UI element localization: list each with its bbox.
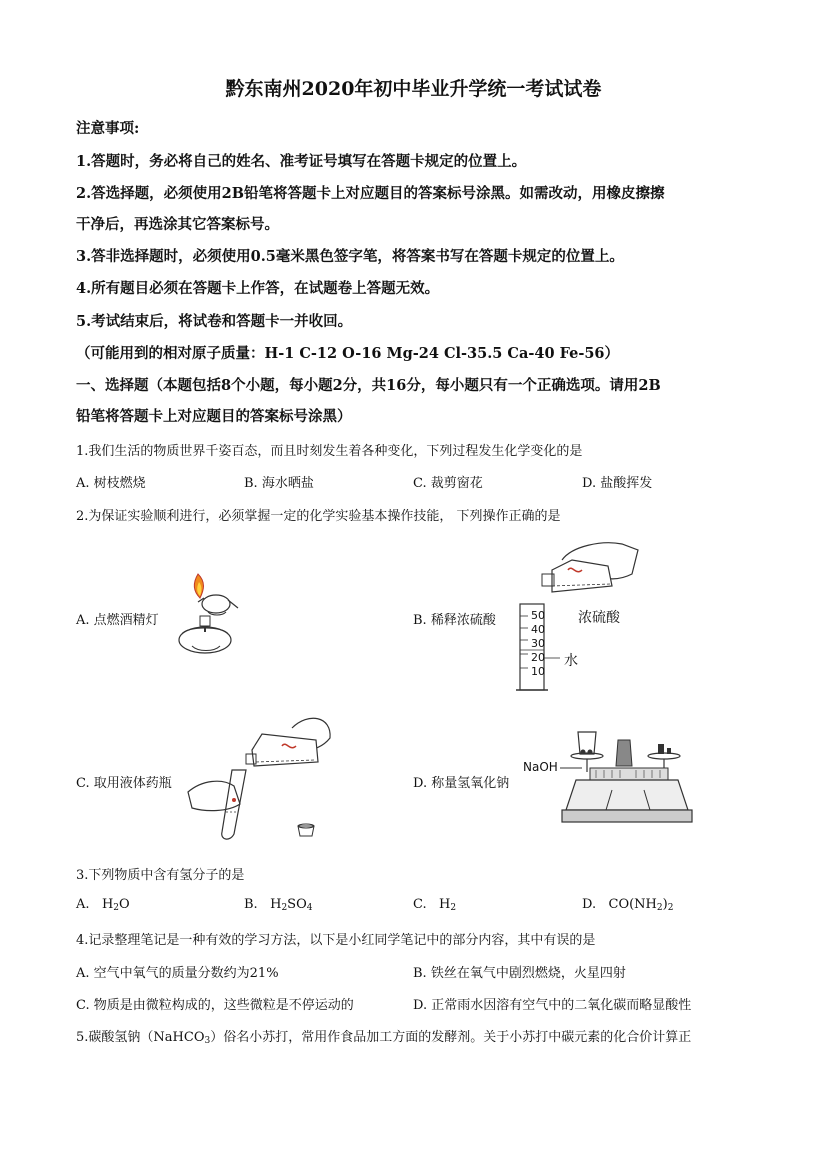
q4-option-d: D. 正常雨水因溶有空气中的二氧化碳而略显酸性 — [413, 998, 692, 1013]
acid-label: 浓硫酸 — [578, 610, 620, 626]
q2-option-a: A. 点燃酒精灯 — [76, 613, 159, 628]
q1-option-b: B. 海水晒盐 — [244, 476, 314, 491]
q3-option-c-formula-1: H — [439, 897, 451, 912]
q3-option-a-sub-1: 2 — [113, 903, 120, 913]
cylinder-tick-30: 30 — [531, 637, 545, 650]
q5-stem — [76, 1026, 691, 1046]
cylinder-tick-40: 40 — [531, 623, 545, 636]
notice-item-1: 1.答题时，务必将自己的姓名、准考证号填写在答题卡规定的位置上。 — [76, 153, 527, 170]
q4-option-a: A. 空气中氧气的质量分数约为21% — [76, 966, 279, 981]
cylinder-tick-20: 20 — [531, 651, 545, 664]
q3-option-b-sub-1: 2 — [281, 903, 288, 913]
q3-option-c-sub-1: 2 — [450, 903, 457, 913]
q3-option-c — [413, 897, 456, 913]
notice-item-3: 3.答非选择题时，必须使用0.5毫米黑色签字笔，将答案书写在答题卡规定的位置上。 — [76, 248, 624, 265]
q3-option-d-formula-1: CO(NH — [608, 897, 657, 912]
q3-option-b-formula-2: SO — [287, 897, 307, 912]
q2-option-c: C. 取用液体药瓶 — [76, 776, 172, 791]
q1-option-c: C. 裁剪窗花 — [413, 476, 483, 491]
q3-option-b-formula-1: H — [270, 897, 282, 912]
q2-option-b: B. 稀释浓硫酸 — [413, 613, 496, 628]
q3-option-d-sub-1: 2 — [656, 903, 663, 913]
q3-option-b-prefix: B. — [244, 897, 258, 912]
q3-option-d-formula-2: ) — [662, 897, 668, 912]
q4-option-b: B. 铁丝在氧气中剧烈燃烧，火星四射 — [413, 966, 626, 981]
q3-option-d-sub-2: 2 — [667, 903, 674, 913]
q4-stem: 4.记录整理笔记是一种有效的学习方法，以下是小红同学笔记中的部分内容，其中有误的是 — [76, 933, 596, 948]
q2-option-d: D. 称量氢氧化钠 — [413, 776, 510, 791]
notice-item-5: 5.考试结束后，将试卷和答题卡一并收回。 — [76, 313, 353, 330]
page-title: 黔东南州2020年初中毕业升学统一考试试卷 — [225, 78, 602, 100]
notice-item-4: 4.所有题目必须在答题卡上作答，在试题卷上答题无效。 — [76, 280, 440, 297]
atomic-masses: （可能用到的相对原子质量：H-1 C-12 O-16 Mg-24 Cl-35.5 Ca-40 Fe-56） — [76, 345, 620, 362]
section1-line2: 铅笔将答题卡上对应题目的答案标号涂黑） — [76, 408, 352, 425]
q1-stem: 1.我们生活的物质世界千姿百态，而且时刻发生着各种变化，下列过程发生化学变化的是 — [76, 444, 583, 459]
q2-stem: 2.为保证实验顺利进行，必须掌握一定的化学实验基本操作技能， 下列操作正确的是 — [76, 509, 561, 524]
water-label: 水 — [564, 653, 578, 669]
section1-line1: 一、选择题（本题包括8个小题，每小题2分，共16分，每小题只有一个正确选项。请用2B — [76, 377, 661, 394]
cylinder-tick-50: 50 — [531, 609, 545, 622]
alcohol-lamp-illustration — [168, 568, 248, 660]
cylinder-tick-10: 10 — [531, 665, 545, 678]
q3-option-d-prefix: D. — [582, 897, 597, 912]
notice-item-2: 2.答选择题，必须使用2B铅笔将答题卡上对应题目的答案标号涂黑。如需改动，用橡皮擦擦 — [76, 185, 665, 202]
q3-stem: 3.下列物质中含有氢分子的是 — [76, 868, 245, 883]
q1-option-a: A. 树枝燃烧 — [76, 476, 146, 491]
q3-option-c-prefix: C. — [413, 897, 427, 912]
q3-option-a — [76, 897, 130, 913]
naoh-pointer-line — [560, 767, 584, 771]
pour-liquid-illustration — [182, 708, 342, 840]
q3-option-a-prefix: A. — [76, 897, 90, 912]
q4-option-c: C. 物质是由微粒构成的，这些微粒是不停运动的 — [76, 998, 354, 1013]
q3-option-a-formula-1: H — [101, 897, 114, 912]
notice-item-2-cont: 干净后，再选涂其它答案标号。 — [76, 216, 279, 233]
q1-option-d: D. 盐酸挥发 — [582, 476, 653, 491]
q3-option-b — [244, 897, 312, 913]
q3-option-d — [582, 897, 673, 913]
q3-option-b-sub-2: 4 — [306, 903, 313, 913]
q5-stem-sub: 3 — [204, 1036, 211, 1046]
q5-stem-part2: ）俗名小苏打，常用作食品加工方面的发酵剂。关于小苏打中碳元素的化合价计算正 — [210, 1030, 692, 1045]
q5-stem-part1: 5.碳酸氢钠（NaHCO — [76, 1030, 205, 1045]
balance-illustration — [560, 730, 694, 826]
q3-option-a-formula-2: O — [119, 897, 130, 912]
naoh-label: NaOH — [523, 760, 558, 774]
notice-heading: 注意事项: — [76, 120, 140, 137]
